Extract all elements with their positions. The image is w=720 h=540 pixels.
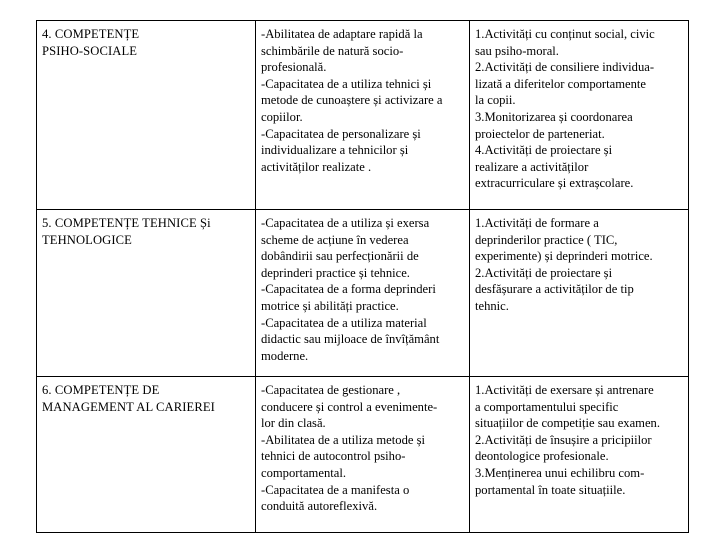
capacity-line: -Abilitatea de adaptare rapidă la <box>261 27 423 41</box>
competence-title-line: 6. COMPETENȚE DE <box>42 383 160 397</box>
activity-line: 2.Activități de proiectare și <box>475 265 613 280</box>
activity-line: 2.Activități de însușire a pricipiilor <box>475 432 652 447</box>
activity-line: situațiilor de competiție sau examen. <box>475 416 661 431</box>
competence-title-line: PSIHO-SOCIALE <box>42 43 138 58</box>
activity-line: 1.Activități de exersare și antrenare <box>475 383 654 397</box>
activity-line: proiectelor de parteneriat. <box>475 126 605 141</box>
competence-title-line: MANAGEMENT AL CARIEREI <box>42 399 215 414</box>
activity-line: lizată a diferitelor comportamente <box>475 76 646 91</box>
activity-line: la copii. <box>475 93 516 108</box>
capacity-line: metode de cunoaștere și activizare a <box>261 93 443 108</box>
table-row <box>37 21 689 210</box>
table-row <box>37 210 689 377</box>
competence-title-line: TEHNOLOGICE <box>42 232 132 247</box>
activity-line: deontologice profesionale. <box>475 449 609 464</box>
capacity-line: -Capacitatea de personalizare și <box>261 126 421 141</box>
capacity-line: deprinderi practice și tehnice. <box>261 265 410 280</box>
activity-line: realizare a activităților <box>475 159 589 174</box>
activity-line: 4.Activități de proiectare și <box>475 143 613 158</box>
activity-line: experimente) și deprinderi motrice. <box>475 249 653 264</box>
capacities-cell <box>256 377 470 533</box>
capacities-cell <box>256 21 470 210</box>
capacity-line: activităților realizate . <box>261 159 372 174</box>
activity-line: 1.Activități cu conținut social, civic <box>475 27 655 41</box>
capacity-line: conducere și control a evenimente- <box>261 399 438 414</box>
capacity-line: profesională. <box>261 60 327 75</box>
table-row <box>37 377 689 533</box>
capacity-line: moderne. <box>261 348 309 363</box>
activity-line: deprinderilor practice ( TIC, <box>475 232 618 247</box>
activity-line: extracurriculare și extrașcolare. <box>475 176 634 191</box>
activities-cell <box>470 210 689 377</box>
activity-line: sau psiho-moral. <box>475 43 559 58</box>
capacity-line: -Capacitatea de a utiliza tehnici și <box>261 76 432 91</box>
capacity-line: tehnici de autocontrol psiho- <box>261 449 406 464</box>
capacity-line: individualizare a tehnicilor și <box>261 143 409 158</box>
capacity-line: -Abilitatea de a utiliza metode și <box>261 432 426 447</box>
activities-cell <box>470 21 689 210</box>
capacities-cell <box>256 210 470 377</box>
competences-table <box>36 20 689 533</box>
activity-line: a comportamentului specific <box>475 399 619 414</box>
capacity-line: conduită autoreflexivă. <box>261 499 378 514</box>
activities-cell <box>470 377 689 533</box>
competence-title-line: 5. COMPETENȚE TEHNICE Și <box>42 216 211 230</box>
capacity-line: didactic sau mijloace de învîțământ <box>261 332 440 347</box>
activity-line: 2.Activități de consiliere individua- <box>475 60 655 75</box>
competence-cell <box>37 210 256 377</box>
activity-line: desfășurare a activităților de tip <box>475 282 634 297</box>
competence-title-line: 4. COMPETENȚE <box>42 27 140 41</box>
competence-cell <box>37 21 256 210</box>
capacity-line: -Capacitatea de a manifesta o <box>261 482 410 497</box>
capacity-line: copiilor. <box>261 109 303 124</box>
capacity-line: -Capacitatea de a utiliza material <box>261 315 427 330</box>
capacity-line: -Capacitatea de a utiliza și exersa <box>261 216 430 230</box>
competence-cell <box>37 377 256 533</box>
capacity-line: motrice și abilități practice. <box>261 298 399 313</box>
capacity-line: -Capacitatea de a forma deprinderi <box>261 282 436 297</box>
capacity-line: lor din clasă. <box>261 416 326 431</box>
capacity-line: scheme de acțiune în vederea <box>261 232 409 247</box>
capacity-line: dobândirii sau perfecționării de <box>261 249 419 264</box>
activity-line: tehnic. <box>475 298 509 313</box>
activity-line: portamental în toate situațiile. <box>475 482 626 497</box>
activity-line: 1.Activități de formare a <box>475 216 599 230</box>
capacity-line: comportamental. <box>261 465 346 480</box>
capacity-line: -Capacitatea de gestionare , <box>261 383 401 397</box>
activity-line: 3.Menținerea unui echilibru com- <box>475 465 645 480</box>
capacity-line: schimbările de natură socio- <box>261 43 404 58</box>
activity-line: 3.Monitorizarea și coordonarea <box>475 109 633 124</box>
